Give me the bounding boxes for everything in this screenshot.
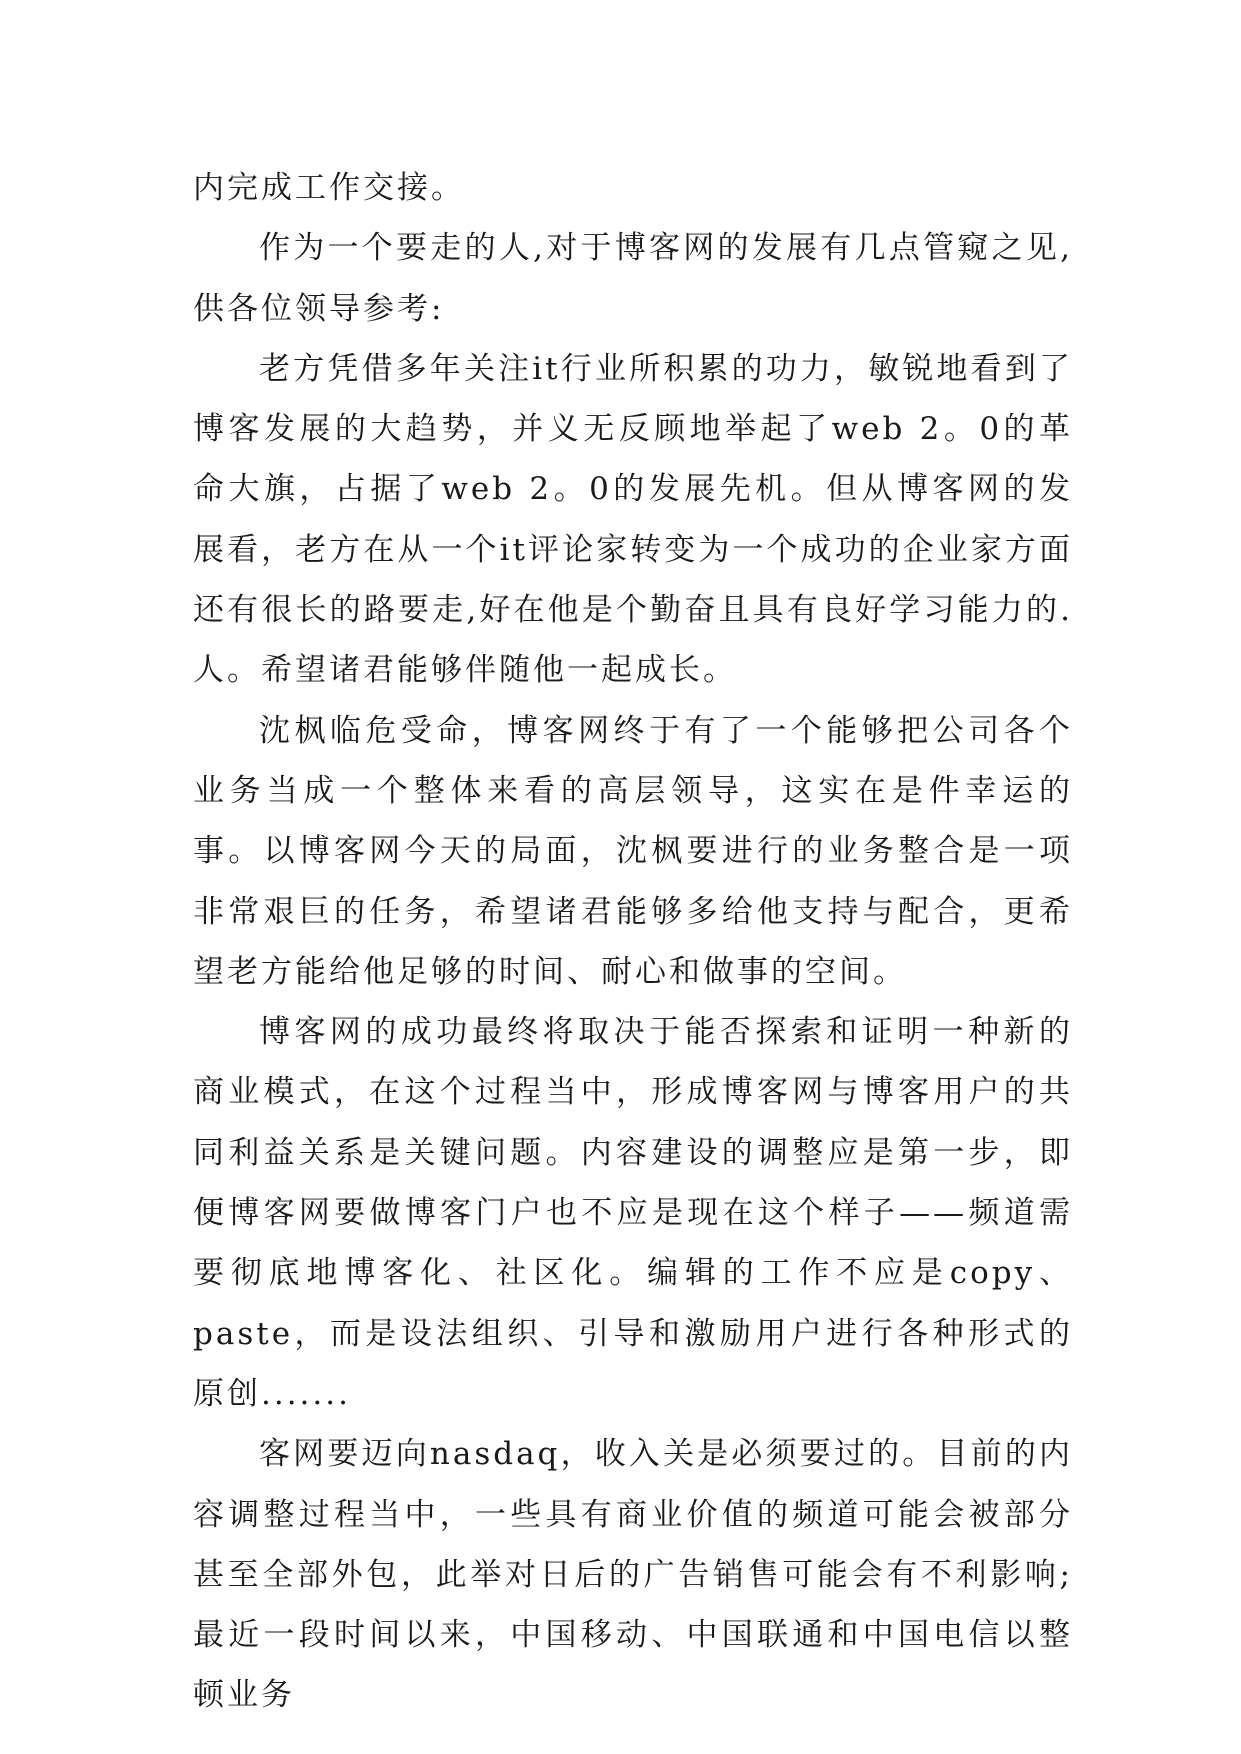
document-body <box>193 158 1073 1726</box>
paragraph-2: 作为一个要走的人,对于博客网的发展有几点管窥之见,供各位领导参考: <box>193 230 1073 327</box>
paragraph-6: 客网要迈向nasdaq，收入关是必须要过的。目前的内容调整过程当中，一些具有商业价值的频道可能会被部分甚至全部外包，此举对日后的广告销售可能会有不利影响;最近一段时间以来，中国移动、中国联通和中国电信以整顿业务 <box>193 1436 1073 1714</box>
paragraph-1: 内完成工作交接。 <box>193 170 465 206</box>
paragraph-3: 老方凭借多年关注it行业所积累的功力，敏锐地看到了博客发展的大趋势，并义无反顾地举起了web 2。0的革命大旗，占据了web 2。0的发展先机。但从博客网的发展看，老方在从一个it评论家转变为一个成功的企业家方面还有很长的路要走,好在他是个勤奋且具有良好学习能力的.人。希望诸君能够伴随他一起成长。 <box>193 350 1073 689</box>
paragraph-5: 博客网的成功最终将取决于能否探索和证明一种新的商业模式，在这个过程当中，形成博客网与博客用户的共同利益关系是关键问题。内容建设的调整应是第一步，即便博客网要做博客门户也不应是现在这个样子——频道需要彻底地博客化、社区化。编辑的工作不应是copy、paste，而是设法组织、引导和激励用户进行各种形式的原创....... <box>193 1014 1073 1412</box>
paragraph-4: 沈枫临危受命，博客网终于有了一个能够把公司各个业务当成一个整体来看的高层领导，这实在是件幸运的事。以博客网今天的局面，沈枫要进行的业务整合是一项非常艰巨的任务，希望诸君能够多给他支持与配合，更希望老方能给他足够的时间、耐心和做事的空间。 <box>193 712 1073 990</box>
